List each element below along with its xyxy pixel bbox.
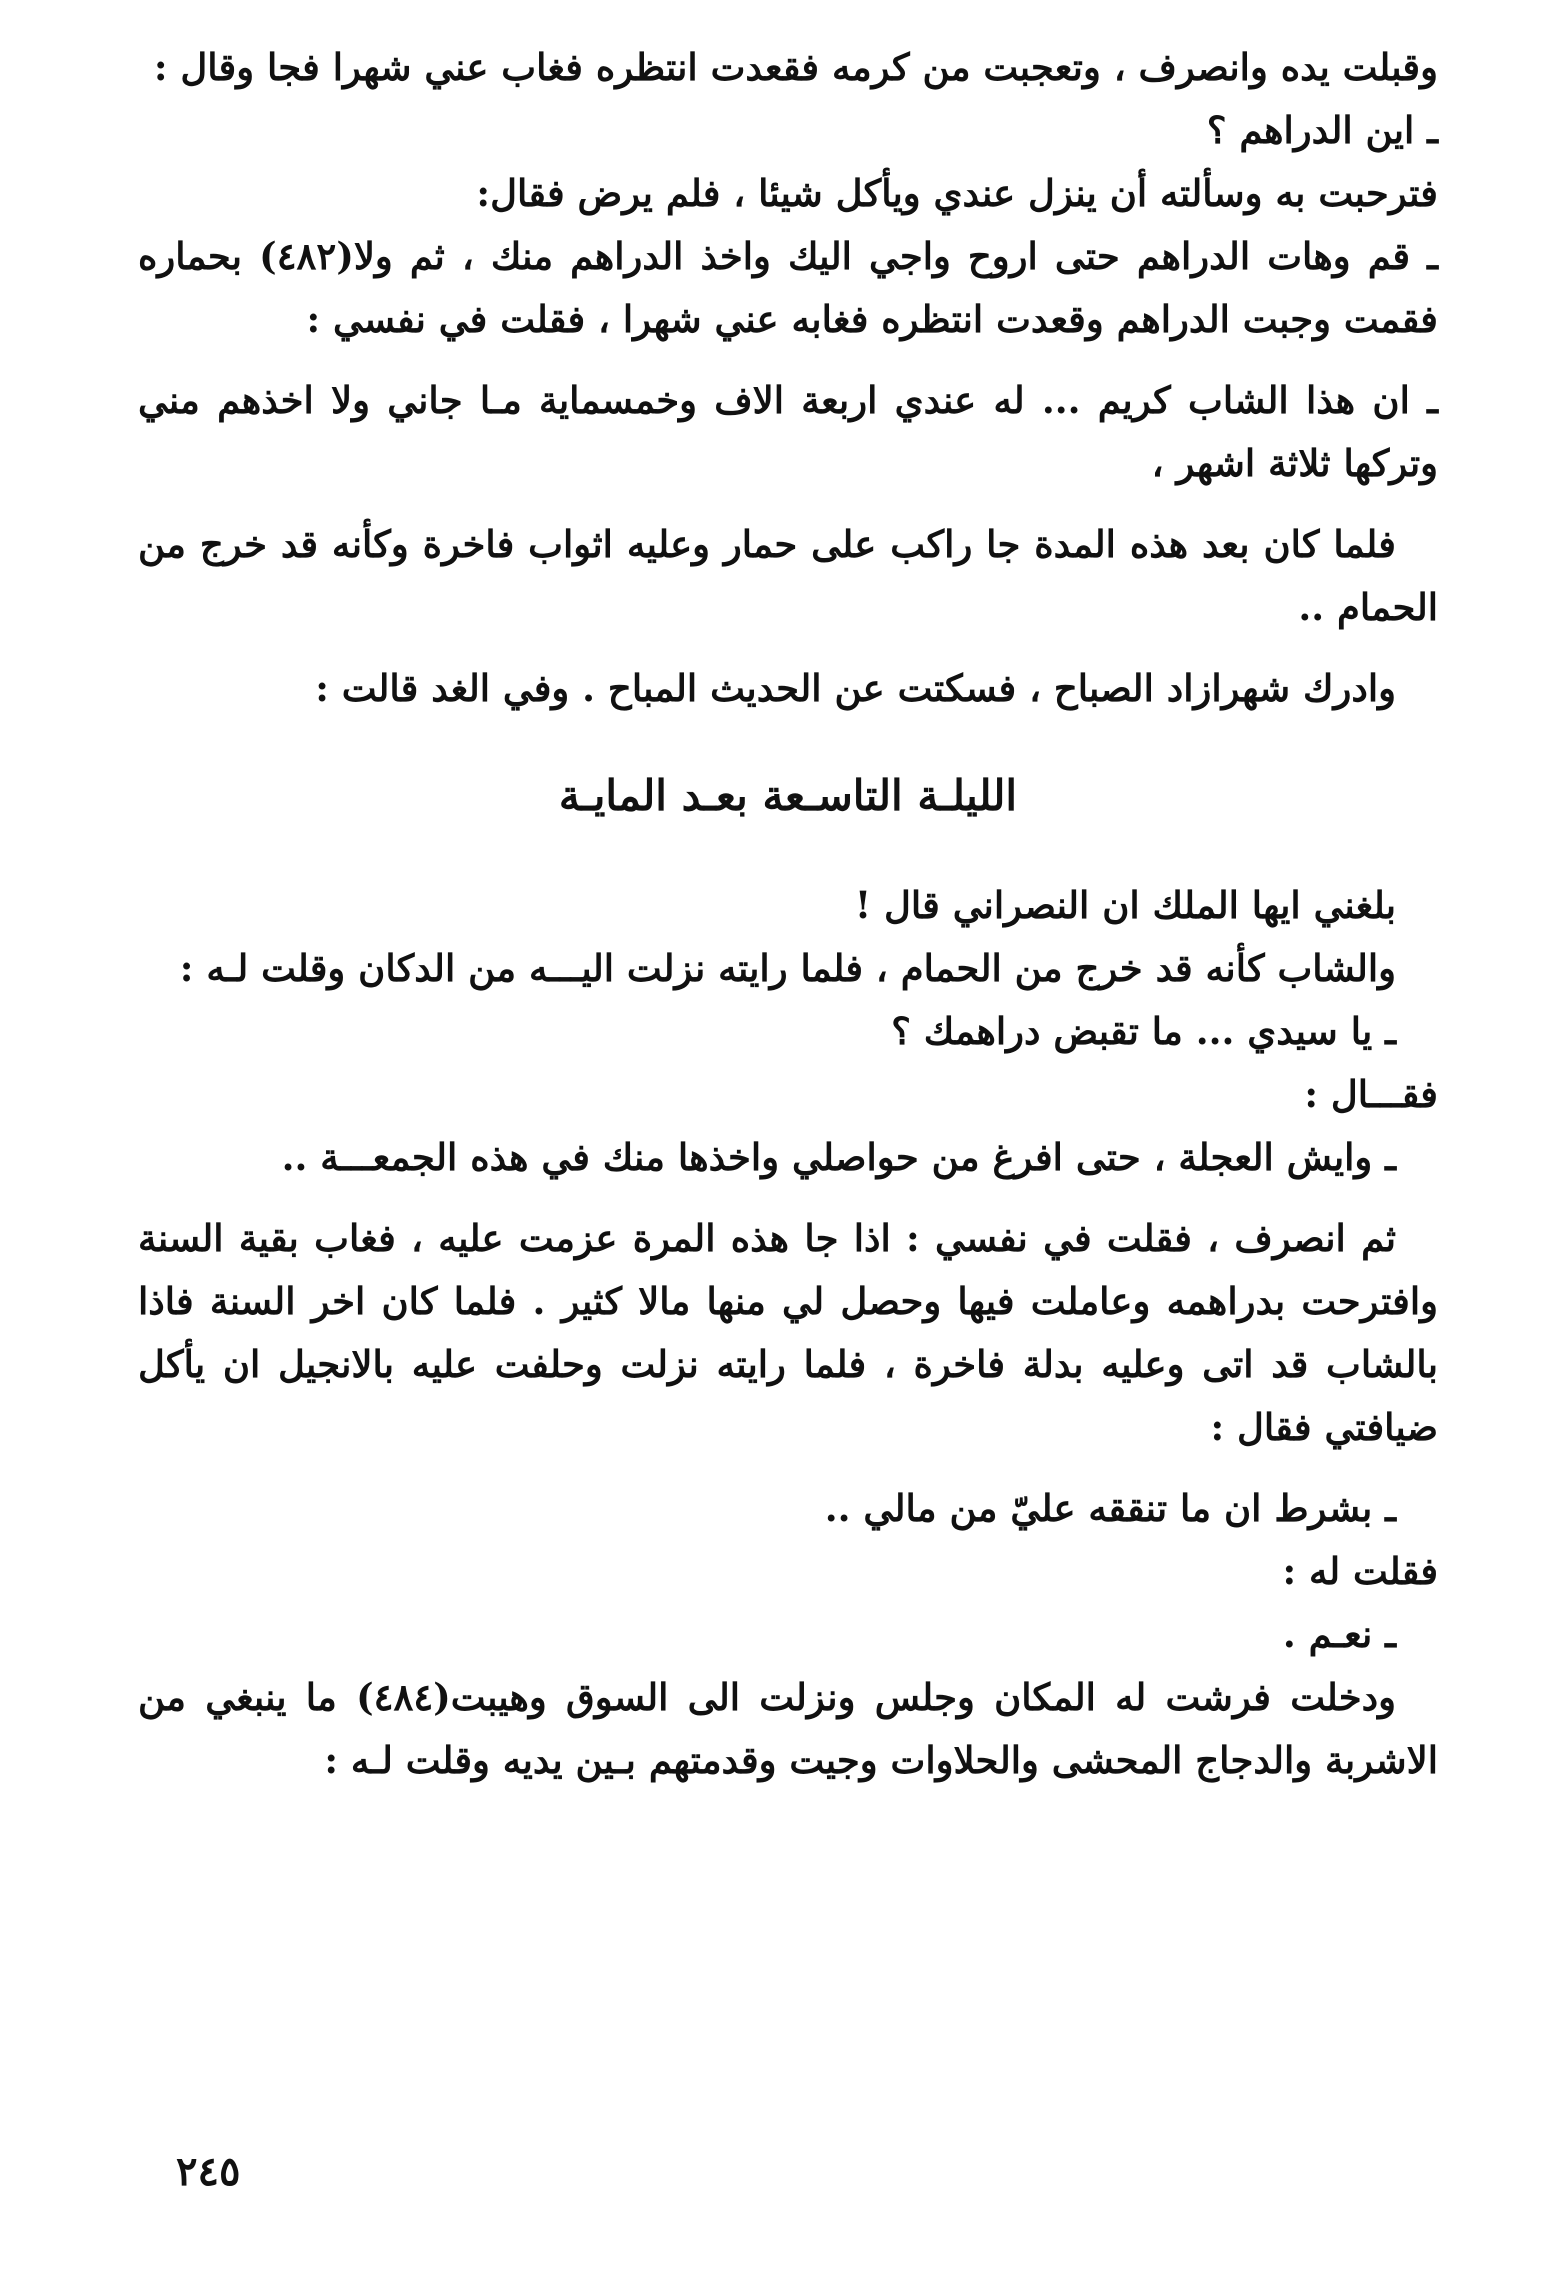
page-number: ٢٤٥ xyxy=(176,2148,241,2195)
book-page xyxy=(138,36,1438,2266)
dialogue-line: ـ يا سيدي ... ما تقبض دراهمك ؟ xyxy=(891,1009,1396,1053)
paragraph: فقـــال : xyxy=(1304,1072,1438,1116)
paragraph: فقلت له : xyxy=(1282,1549,1438,1593)
dialogue-line: ـ نعـم . xyxy=(1282,1612,1396,1656)
dialogue-line: ـ ان هذا الشاب كريم ... له عندي اربعة الاف وخمسماية مـا جاني ولا اخذهم مني وتركها ثلاثة اشهر ، xyxy=(138,378,1438,485)
paragraph: بلغني ايها الملك ان النصراني قال ! xyxy=(854,883,1396,927)
dialogue-line: ـ بشرط ان ما تنققه عليّ من مالي .. xyxy=(824,1486,1396,1530)
dialogue-line: ـ وايش العجلة ، حتى افرغ من حواصلي واخذها منك في هذه الجمعـــة .. xyxy=(281,1135,1396,1179)
paragraph: وادرك شهرازاد الصباح ، فسكتت عن الحديث المباح . وفي الغد قالت : xyxy=(315,666,1396,710)
chapter-heading: الليلـة التاسـعة بعـد المايـة xyxy=(558,771,1018,820)
paragraph: والشاب كأنه قد خرج من الحمام ، فلما رايته نزلت اليـــه من الدكان وقلت لـه : xyxy=(179,946,1396,990)
dialogue-line: ـ اين الدراهم ؟ xyxy=(1206,108,1438,152)
paragraph: فلما كان بعد هذه المدة جا راكب على حمار وعليه اثواب فاخرة وكأنه قد خرج من الحمام .. xyxy=(138,522,1438,629)
dialogue-line: ـ قم وهات الدراهم حتى اروح واجي اليك واخذ الدراهم منك ، ثم ولا(٤٨٢) بحماره فقمت وجبت الدراهم وقعدت انتظره فغابه عني شهرا ، فقلت في نفسي : xyxy=(138,234,1438,341)
paragraph: ثم انصرف ، فقلت في نفسي : اذا جا هذه المرة عزمت عليه ، فغاب بقية السنة وافترحت بدراهمه وعاملت فيها وحصل لي منها مالا كثير . فلما كان اخر السنة فاذا بالشاب قد اتى وعليه بدلة فاخرة ، فلما رايته نزلت وحلفت عليه بالانجيل ان يأكل ضيافتي فقال : xyxy=(138,1216,1438,1449)
paragraph: فترحبت به وسألته أن ينزل عندي ويأكل شيئا ، فلم يرض فقال: xyxy=(476,171,1438,215)
paragraph: ودخلت فرشت له المكان وجلس ونزلت الى السوق وهيبت(٤٨٤) ما ينبغي من الاشربة والدجاج المحشى والحلاوات وجيت وقدمتهم بـين يديه وقلت لـه : xyxy=(138,1675,1438,1782)
paragraph: وقبلت يده وانصرف ، وتعجبت من كرمه فقعدت انتظره فغاب عني شهرا فجا وقال : xyxy=(153,45,1438,89)
